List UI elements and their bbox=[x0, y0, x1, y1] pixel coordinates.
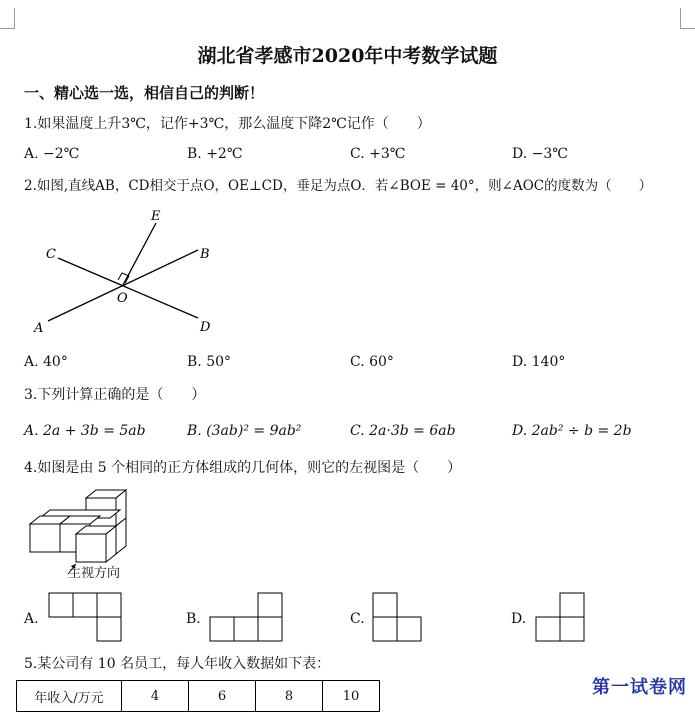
q3-option-a: A. 2a + 3b = 5ab bbox=[24, 423, 146, 439]
label-a: A bbox=[34, 321, 44, 336]
q4-option-b-figure bbox=[209, 592, 289, 644]
q4-option-c: C. bbox=[350, 611, 365, 627]
q4-option-c-figure bbox=[372, 592, 428, 644]
q3-option-c: C. 2a·3b = 6ab bbox=[350, 423, 456, 439]
q3-option-b: B. (3ab)² = 9ab² bbox=[187, 423, 302, 439]
q2-option-b: B. 50° bbox=[187, 354, 232, 370]
q4-option-d-figure bbox=[535, 592, 591, 644]
cube-front bbox=[76, 526, 116, 562]
right-angle-mark bbox=[118, 273, 129, 283]
q2-option-d: D. 140° bbox=[512, 354, 566, 370]
q4-option-a: A. bbox=[24, 611, 39, 627]
page-corner-mark-right bbox=[680, 8, 695, 29]
q1-option-a: A. −2℃ bbox=[24, 146, 80, 162]
q1-option-d: D. −3℃ bbox=[512, 146, 568, 162]
question-1-text: 1.如果温度上升3℃，记作+3℃，那么温度下降2℃记作（ ） bbox=[24, 116, 431, 132]
intersecting-lines-diagram bbox=[30, 208, 230, 338]
q3-option-d: D. 2ab² ÷ b = 2b bbox=[512, 423, 632, 439]
question-2-text: 2.如图,直线AB，CD相交于点O，OE⊥CD，垂足为点O．若∠BOE = 40°，则∠AOC的度数为（ ） bbox=[24, 178, 653, 194]
watermark-logo: 第一试卷网 bbox=[592, 677, 687, 698]
page-title: 湖北省孝感市2020年中考数学试题 bbox=[197, 45, 498, 67]
label-b: B bbox=[200, 247, 210, 262]
question-5-text: 5.某公司有 10 名员工，每人年收入数据如下表： bbox=[24, 656, 331, 672]
page-corner-mark-left bbox=[0, 8, 15, 29]
q4-option-d: D. bbox=[511, 611, 527, 627]
section-heading: 一、精心选一选，相信自己的判断！ bbox=[24, 84, 265, 102]
label-o: O bbox=[117, 291, 128, 306]
table-header-cell: 年收入/万元 bbox=[17, 681, 122, 712]
question-3-text: 3.下列计算正确的是（ ） bbox=[24, 387, 206, 403]
table-header-cell: 4 bbox=[122, 681, 189, 712]
table-header-cell: 6 bbox=[189, 681, 256, 712]
view-direction-label: 主视方向 bbox=[68, 566, 121, 581]
label-e: E bbox=[151, 209, 161, 224]
q2-option-a: A. 40° bbox=[24, 354, 68, 370]
q4-option-a-figure bbox=[48, 592, 128, 644]
q2-option-c: C. 60° bbox=[350, 354, 394, 370]
q1-option-b: B. +2℃ bbox=[187, 146, 243, 162]
q4-option-b: B. bbox=[186, 611, 201, 627]
question-4-text: 4.如图是由 5 个相同的正方体组成的几何体，则它的左视图是（ ） bbox=[24, 460, 462, 476]
table-row bbox=[17, 681, 380, 712]
table-header-cell: 10 bbox=[323, 681, 380, 712]
line-cd bbox=[58, 258, 198, 318]
table-header-cell: 8 bbox=[256, 681, 323, 712]
label-d: D bbox=[200, 320, 211, 335]
income-table bbox=[16, 680, 380, 712]
label-c: C bbox=[46, 247, 56, 262]
q1-option-c: C. +3℃ bbox=[350, 146, 406, 162]
